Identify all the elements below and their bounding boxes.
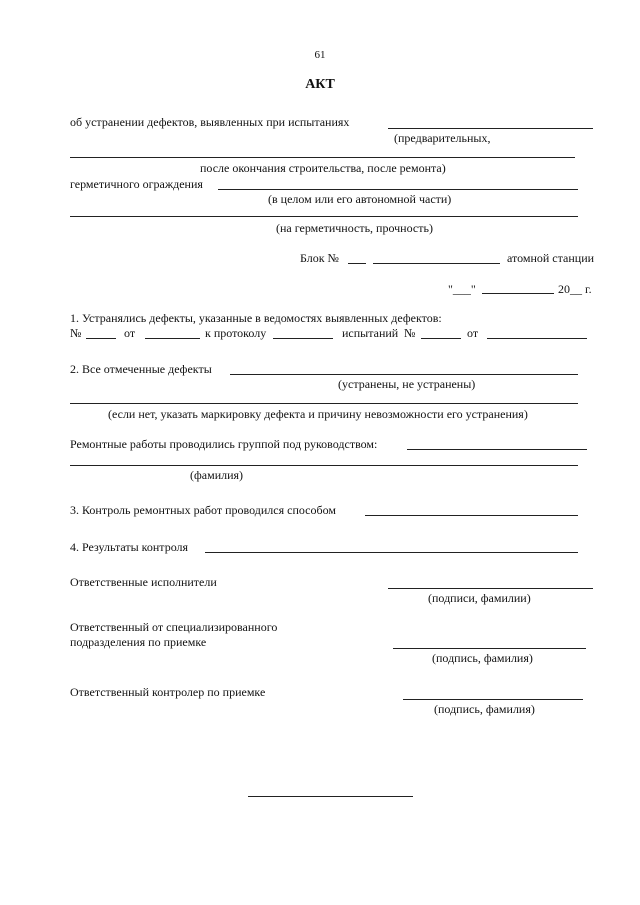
test-kind-field-2[interactable] [70, 157, 575, 158]
protocol-date-field[interactable] [487, 338, 587, 339]
protocol-from-label: от [467, 326, 479, 340]
station-name-field[interactable] [373, 263, 500, 264]
page-title: АКТ [305, 77, 335, 92]
repair-leader-field-2[interactable] [70, 465, 578, 466]
sheet-no-label: № [70, 326, 82, 340]
block-number-field[interactable] [348, 263, 366, 264]
test-kind-hint-2: после окончания строительства, после ремонта) [200, 161, 446, 175]
test-kind-hint: (предварительных, [394, 131, 491, 145]
sheet-no-field[interactable] [86, 338, 116, 339]
protocol-field[interactable] [273, 338, 333, 339]
controller-label: Ответственный контролер по приемке [70, 685, 266, 699]
enclosure-label: герметичного ограждения [70, 177, 203, 191]
station-label: атомной станции [507, 251, 595, 265]
protocol-no-label: № [404, 326, 416, 340]
bottom-divider [248, 796, 413, 797]
section2-text: 2. Все отмеченные дефекты [70, 362, 212, 376]
executors-label: Ответственные исполнители [70, 575, 217, 589]
repair-hint: (фамилия) [190, 468, 244, 482]
repair-text: Ремонтные работы проводились группой под руководством: [70, 437, 378, 451]
enclosure-hint: (в целом или его автономной части) [268, 192, 452, 206]
sheet-date-field[interactable] [145, 338, 200, 339]
repair-leader-field[interactable] [407, 449, 587, 450]
control-results-field[interactable] [205, 552, 578, 553]
enclosure-field[interactable] [218, 189, 578, 190]
tests-label: испытаний [342, 326, 399, 340]
date-month-field[interactable] [482, 293, 554, 294]
defects-reason-hint: (если нет, указать маркировку дефекта и причину невозможности его устранения) [108, 407, 528, 421]
defects-status-field[interactable] [230, 374, 578, 375]
section3-text: 3. Контроль ремонтных работ проводился способом [70, 503, 336, 517]
defects-status-hint: (устранены, не устранены) [338, 377, 476, 391]
block-label: Блок № [300, 251, 339, 265]
subject-label: об устранении дефектов, выявленных при испытаниях [70, 115, 350, 129]
control-method-field[interactable] [365, 515, 578, 516]
special-label-1: Ответственный от специализированного [70, 620, 278, 634]
test-kind-field[interactable] [388, 128, 593, 129]
controller-signature-field[interactable] [403, 699, 583, 700]
defects-reason-field[interactable] [70, 403, 578, 404]
special-signature-field[interactable] [393, 648, 586, 649]
section4-text: 4. Результаты контроля [70, 540, 189, 554]
year-label: 20__ г. [558, 282, 592, 296]
date-day-field[interactable]: "___" [448, 282, 476, 296]
controller-hint: (подпись, фамилия) [434, 702, 535, 716]
sheet-from-label: от [124, 326, 136, 340]
page-number: 61 [314, 49, 326, 61]
executors-signature-field[interactable] [388, 588, 593, 589]
protocol-no-field[interactable] [421, 338, 461, 339]
test-type-hint: (на герметичность, прочность) [276, 221, 433, 235]
executors-hint: (подписи, фамилии) [428, 591, 531, 605]
special-label-2: подразделения по приемке [70, 635, 207, 649]
section1-text: 1. Устранялись дефекты, указанные в ведомостях выявленных дефектов: [70, 311, 442, 325]
protocol-label: к протоколу [205, 326, 267, 340]
special-hint: (подпись, фамилия) [432, 651, 533, 665]
test-type-field[interactable] [70, 216, 578, 217]
